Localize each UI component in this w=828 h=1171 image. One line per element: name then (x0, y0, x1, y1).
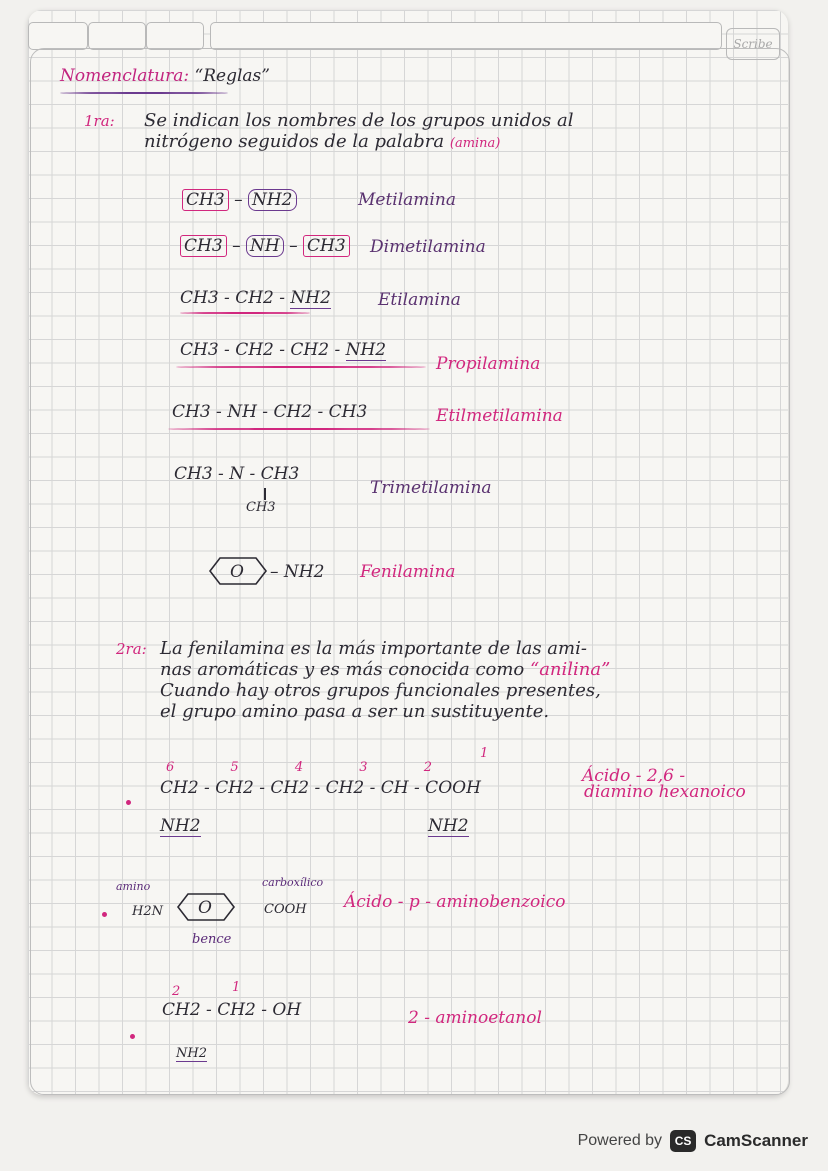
rule1-label: 1ra: (84, 112, 115, 130)
example-trimetilamina-branch: CH3 (246, 500, 276, 515)
example-fenilamina-name: Fenilamina (360, 562, 456, 582)
group-ch3: CH3 (303, 235, 350, 257)
rule1-line1: Se indican los nombres de los grupos unidos al (144, 110, 574, 131)
group-nh2: NH2 (345, 340, 387, 360)
title-underline (60, 92, 228, 94)
camscanner-watermark (578, 1124, 808, 1158)
header-box-1 (28, 22, 88, 50)
sub-nh2-2: NH2 (428, 816, 469, 836)
title-text: “Reglas” (194, 66, 270, 86)
group-h2n: H2N (132, 904, 163, 919)
hexanoic-chain: CH2 - CH2 - CH2 - CH2 - CH - COOH (160, 778, 481, 798)
bond: – (234, 190, 243, 210)
chain-underline (180, 312, 310, 314)
group-cooh: COOH (264, 902, 307, 917)
chain-underline (176, 366, 426, 368)
label-amino: amino (116, 880, 151, 893)
bullet (126, 800, 131, 805)
example-etilmetilamina-name: Etilmetilamina (436, 406, 563, 426)
carbon-number-2: 2 (172, 984, 181, 999)
ethanol-chain: CH2 - CH2 - OH (162, 1000, 302, 1020)
rule2-line1: La fenilamina es la más importante de las ami- (160, 638, 587, 659)
carbon-numbers: 6 5 4 3 2 (166, 760, 432, 775)
example-dimetilamina-formula (180, 236, 350, 256)
example-etilamina-name: Etilamina (378, 290, 461, 310)
example-metilamina-name: Metilamina (358, 190, 456, 210)
camscanner-name: CamScanner (704, 1131, 808, 1150)
rule2-line3: Cuando hay otros grupos funcionales presentes, (160, 680, 601, 701)
powered-by-text: Powered by (577, 1132, 663, 1149)
label-carboxilico: carboxílico (262, 876, 324, 889)
group-ch3: CH3 (180, 235, 227, 257)
header-box-4 (210, 22, 722, 50)
group-nh2: NH2 (290, 288, 331, 308)
rule2-keyword: “anilina” (530, 659, 611, 680)
rule1-line2: nitrógeno seguidos de la palabra (144, 131, 445, 152)
group-nh: NH (246, 235, 284, 257)
sub-nh2-6: NH2 (160, 816, 201, 836)
notebook-page (28, 10, 788, 1095)
example-propilamina-name: Propilamina (436, 354, 541, 374)
scribe-logo: Scribe (726, 28, 780, 60)
rule2-line2-wrap (160, 659, 610, 680)
rule2-label: 2ra: (116, 640, 147, 658)
header-box-3 (146, 22, 204, 50)
label-bence: bence (192, 932, 232, 947)
aminobenzoic-name: Ácido - p - aminobenzoico (344, 892, 566, 912)
group-ch3: CH3 (182, 189, 229, 211)
ring-center: O (198, 898, 212, 918)
example-etilmetilamina-formula: CH3 - NH - CH2 - CH3 (172, 402, 368, 422)
title-tag: Nomenclatura: (60, 66, 190, 86)
example-propilamina-formula (180, 340, 386, 360)
hexanoic-name-line1: Ácido - 2,6 - (582, 766, 686, 786)
rule1-line2-wrap (144, 131, 500, 154)
carbon-number-1: 1 (232, 980, 241, 995)
example-trimetilamina-name: Trimetilamina (370, 478, 492, 498)
ring-center: O (230, 562, 244, 582)
carbon-number-1: 1 (480, 746, 489, 761)
example-trimetilamina-formula: CH3 - N - CH3 (174, 464, 300, 484)
rule1-keyword: (amina) (449, 136, 501, 151)
group-nh2: NH2 (248, 189, 297, 211)
ring-substituent: – NH2 (270, 562, 325, 582)
aminoethanol-name: 2 - aminoetanol (408, 1008, 542, 1028)
chain-underline (168, 428, 430, 430)
sub-nh2: NH2 (176, 1046, 207, 1061)
example-dimetilamina-name: Dimetilamina (370, 237, 486, 257)
bond: – (232, 236, 241, 256)
example-metilamina-formula (182, 190, 297, 210)
bullet (102, 912, 107, 917)
example-etilamina-formula (180, 288, 331, 308)
chain: CH3 - CH2 - (180, 288, 285, 308)
camscanner-logo-icon: CS (670, 1130, 696, 1152)
header-box-2 (88, 22, 146, 50)
rule2-line4: el grupo amino pasa a ser un sustituyente. (160, 701, 550, 722)
bond: – (289, 236, 298, 256)
bullet (130, 1034, 135, 1039)
page-title (60, 66, 270, 86)
branch-bond (264, 488, 266, 500)
chain: CH3 - CH2 - CH2 - (180, 340, 341, 360)
rule2-line2: nas aromáticas y es más conocida como (160, 659, 525, 680)
hexanoic-name-line2: diamino hexanoico (584, 782, 746, 802)
